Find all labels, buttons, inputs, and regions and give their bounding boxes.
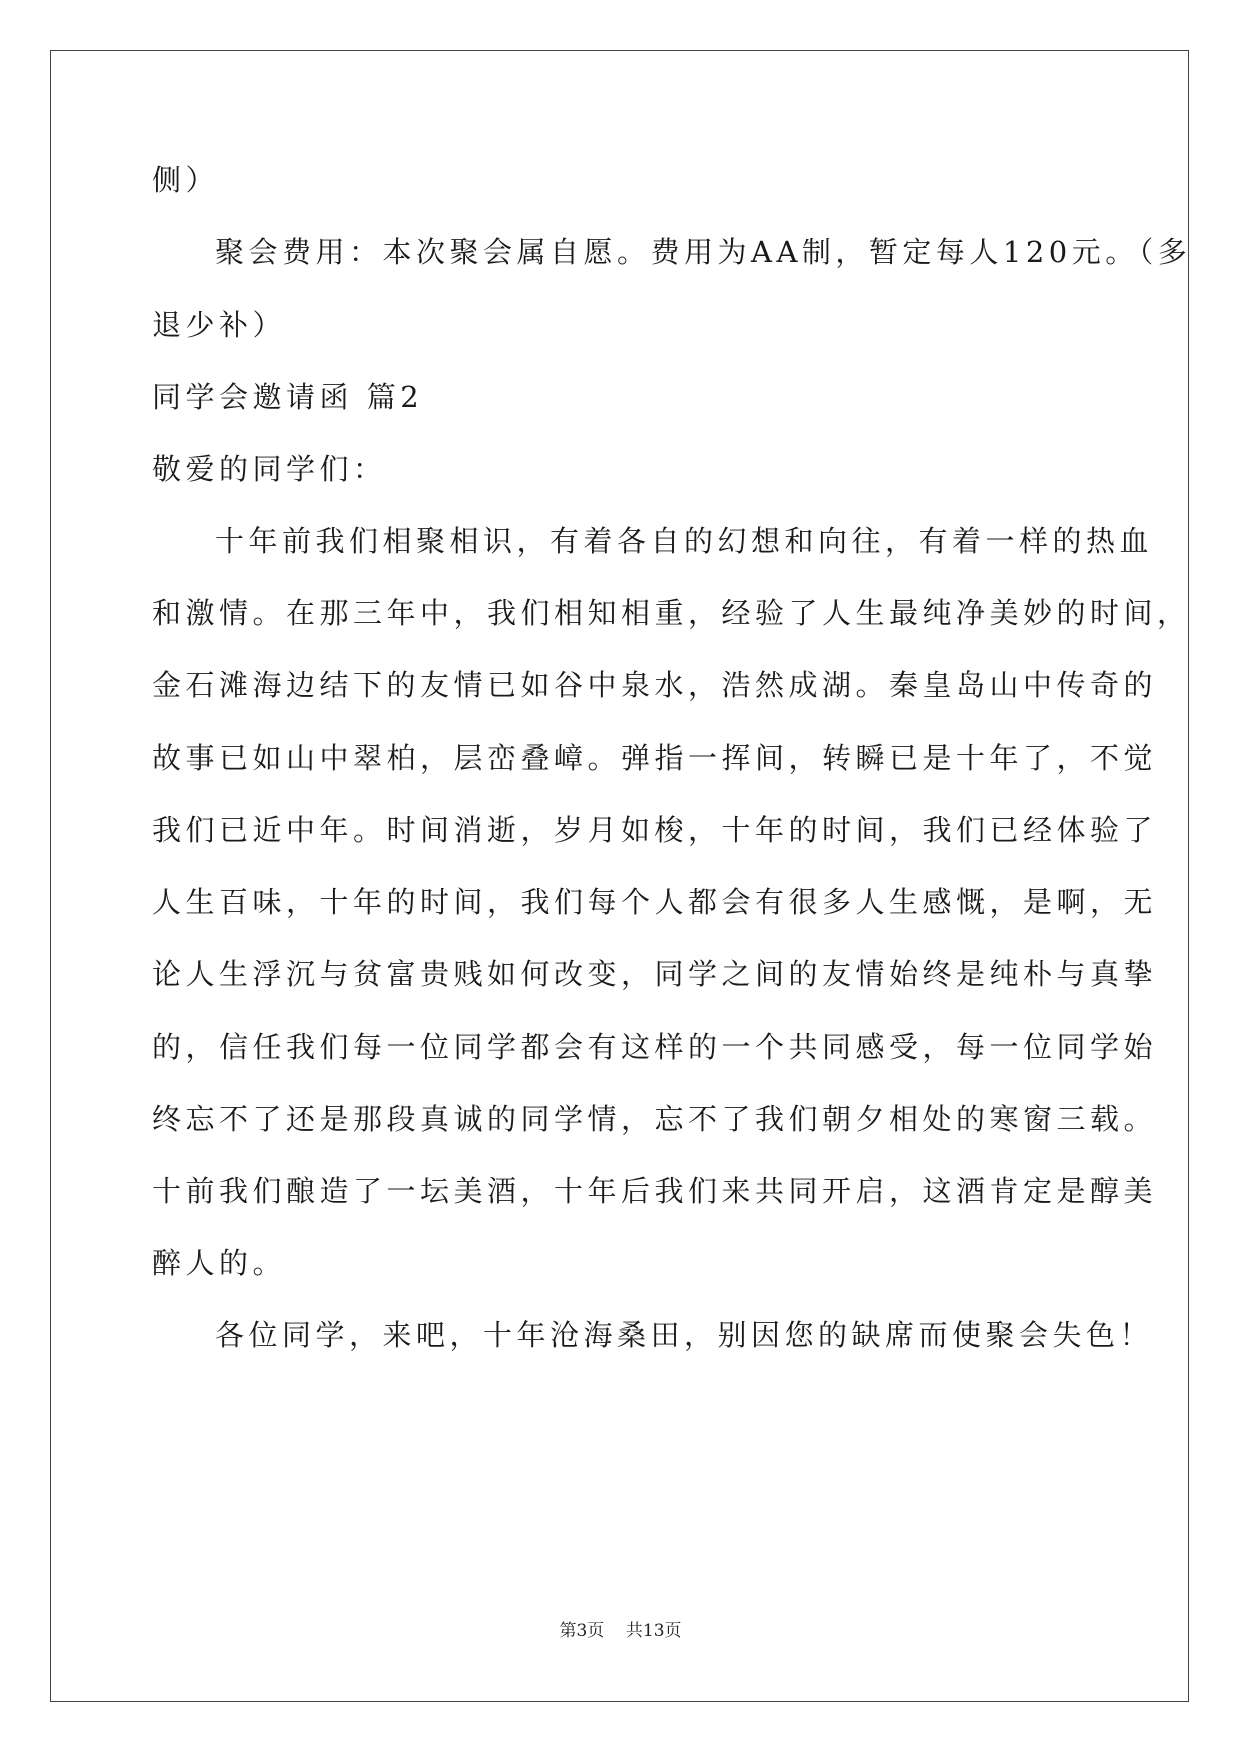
text-line: 和激情。在那三年中，我们相知相重，经验了人生最纯净美妙的时间， <box>152 596 1191 630</box>
text-line: 侧） <box>152 163 220 197</box>
page-border <box>50 50 1192 1702</box>
text-line: 十前我们酿造了一坛美酒，十年后我们来共同开启，这酒肯定是醇美 <box>152 1174 1158 1208</box>
section-heading: 同学会邀请函 篇2 <box>152 380 424 414</box>
text-line: 的，信任我们每一位同学都会有这样的一个共同感受，每一位同学始 <box>152 1030 1158 1064</box>
page-number: 第3页 <box>559 1621 605 1641</box>
text-line: 退少补） <box>152 308 287 342</box>
text-line: 十年前我们相聚相识，有着各自的幻想和向往，有着一样的热血 <box>215 524 1154 558</box>
text-line: 金石滩海边结下的友情已如谷中泉水，浩然成湖。秦皇岛山中传奇的 <box>152 668 1158 702</box>
text-line: 人生百味，十年的时间，我们每个人都会有很多人生感慨，是啊，无 <box>152 885 1158 919</box>
page-footer <box>0 1619 1241 1643</box>
text-line: 醉人的。 <box>152 1246 287 1280</box>
text-line: 论人生浮沉与贫富贵贱如何改变，同学之间的友情始终是纯朴与真挚 <box>152 957 1158 991</box>
salutation: 敬爱的同学们： <box>152 452 387 486</box>
text-line: 聚会费用：本次聚会属自愿。费用为AA制，暂定每人120元。（多 <box>215 235 1192 269</box>
text-line: 各位同学，来吧，十年沧海桑田，别因您的缺席而使聚会失色！ <box>215 1318 1154 1352</box>
page-total: 共13页 <box>625 1621 682 1641</box>
text-line: 终忘不了还是那段真诚的同学情，忘不了我们朝夕相处的寒窗三载。 <box>152 1102 1158 1136</box>
text-line: 故事已如山中翠柏，层峦叠嶂。弹指一挥间，转瞬已是十年了，不觉 <box>152 741 1158 775</box>
text-line: 我们已近中年。时间消逝，岁月如梭，十年的时间，我们已经体验了 <box>152 813 1158 847</box>
